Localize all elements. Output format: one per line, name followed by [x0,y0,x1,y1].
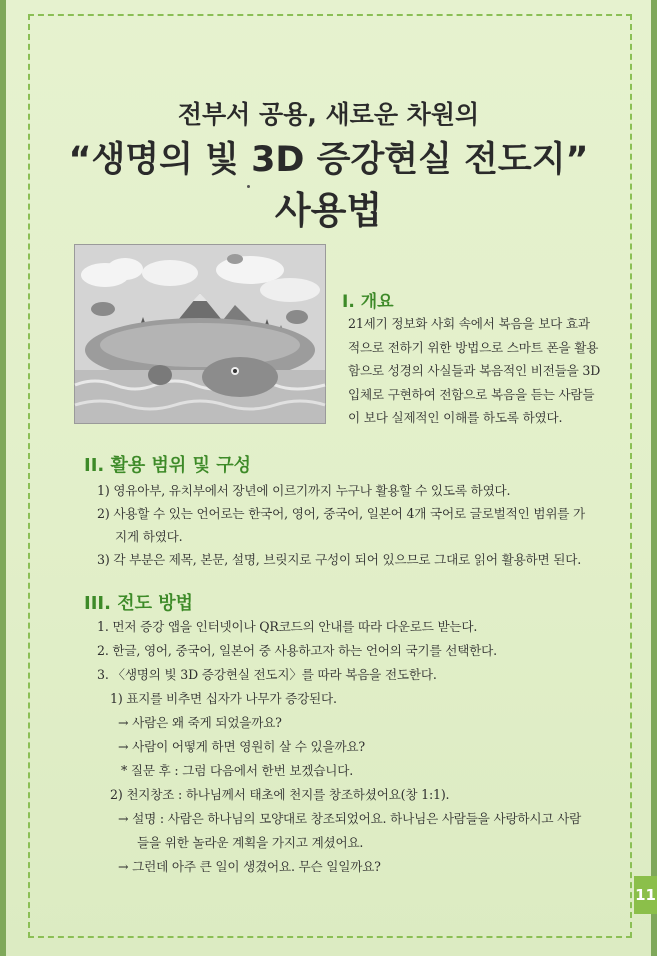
intro-line: 적으로 전하기 위한 방법으로 스마트 폰을 활용 [348,339,599,355]
method-explanation-cont: 들을 위한 놀라운 계획을 가지고 계셨어요. [137,835,364,850]
usage-item-2-cont: 지게 하였다. [115,529,183,544]
page [6,0,656,956]
usage-item-3: 3) 각 부분은 제목, 본문, 설명, 브릿지로 구성이 되어 있으므로 그대로 읽어 활용하면 된다. [97,552,582,567]
usage-item-1: 1) 영유아부, 유치부에서 장년에 이르기까지 누구나 활용할 수 있도록 하였다. [97,483,511,498]
intro-line: 입체로 구현하여 전함으로 복음을 듣는 사람들 [348,386,595,402]
section-heading-method: III. 전도 방법 [84,593,194,614]
method-step-1: 1. 먼저 증강 앱을 인터넷이나 QR코드의 안내를 따라 다운로드 받는다. [97,619,478,634]
section-heading-usage: II. 활용 범위 및 구성 [84,455,252,476]
island-whale-illustration [75,245,325,423]
method-step-3: 3. 〈생명의 빛 3D 증강현실 전도지〉를 따라 복음을 전도한다. [97,667,437,682]
section-heading-intro: I. 개요 [342,292,394,312]
intro-paragraph [342,312,604,430]
method-question-2: → 사람이 어떻게 하면 영원히 살 수 있을까요? [118,739,365,754]
page-number-tab: 11 [634,876,657,914]
method-question-1: → 사람은 왜 죽게 되었을까요? [118,715,282,730]
title-line-3: 사용법 [274,189,383,232]
method-substep-2: 2) 천지창조 : 하나님께서 태초에 천지를 창조하셨어요(창 1:1). [110,787,450,802]
method-bridge: → 그런데 아주 큰 일이 생겼어요. 무슨 일일까요? [118,859,381,874]
method-explanation: → 설명 : 사람은 하나님의 모양대로 창조되었어요. 하나님은 사람들을 사랑하시고 사람 [118,811,582,826]
cartoon-illustration [74,244,326,424]
usage-item-2: 2) 사용할 수 있는 언어로는 한국어, 영어, 중국어, 일본어 4개 국어로 글로벌적인 범위를 가 [97,506,586,521]
title-line-2: “생명의 빛 3D 증강현실 전도지” [68,140,589,180]
method-step-2: 2. 한글, 영어, 중국어, 일본어 중 사용하고자 하는 언어의 국기를 선택한다. [97,643,497,658]
intro-line: 함으로 성경의 사실들과 복음적인 비전들을 3D [348,363,601,378]
title-line-1: 전부서 공용, 새로운 차원의 [177,100,480,129]
intro-line: 21세기 정보화 사회 속에서 복음을 보다 효과 [348,316,590,331]
method-note: * 질문 후 : 그럼 다음에서 한번 보겠습니다. [121,763,354,778]
method-substep-1: 1) 표지를 비추면 십자가 나무가 증강된다. [110,691,337,706]
intro-line: 이 보다 실제적인 이해를 하도록 하였다. [348,410,563,425]
